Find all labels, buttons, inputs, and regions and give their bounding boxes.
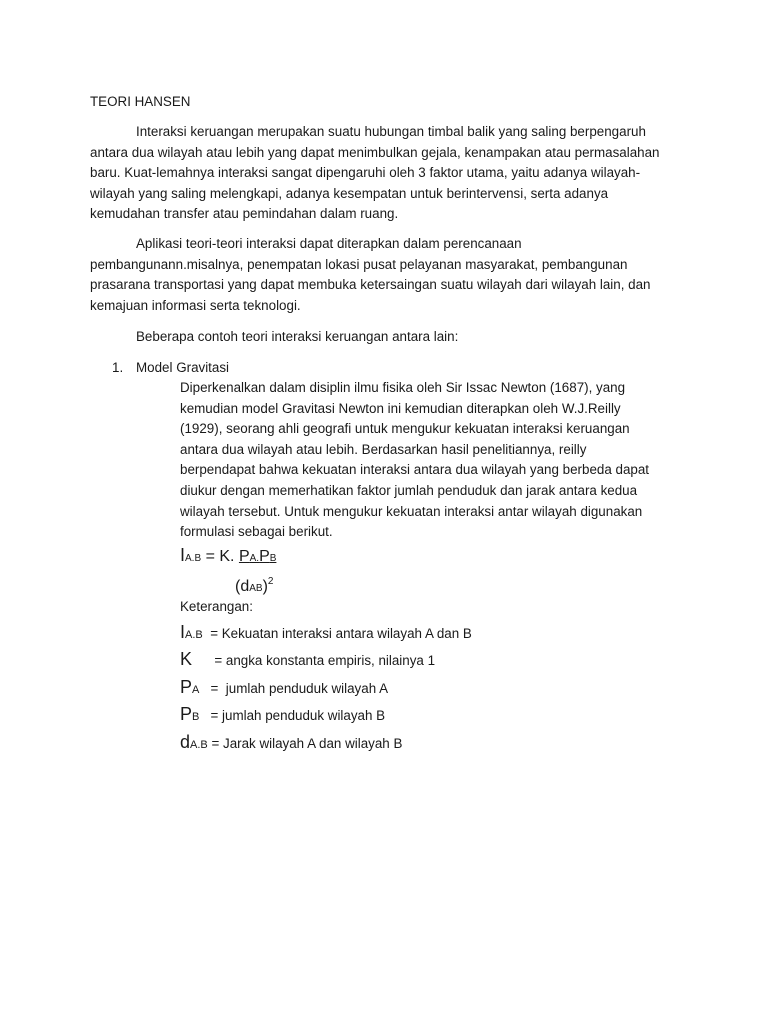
definition-symbol: [180, 649, 192, 669]
formula-pa-sub: A.: [249, 553, 260, 564]
definition-symbol: [180, 732, 208, 752]
list-number: 1.: [112, 360, 124, 375]
definition-text: = jumlah penduduk wilayah B: [199, 708, 386, 723]
document-title: TEORI HANSEN: [90, 94, 191, 109]
definition-symbol: [180, 704, 199, 724]
symbol-letter: P: [180, 677, 193, 697]
paragraph-line: wilayah yang saling melengkapi, adanya kesempatan untuk berintervensi, serta adanya: [90, 185, 609, 201]
paragraph-3: [90, 327, 690, 348]
list-item-body: [180, 378, 649, 543]
formula-equals-k: = K.: [201, 548, 239, 565]
paragraph-line: pembangunann.misalnya, penempatan lokasi pusat pelayanan masyarakat, pembangunan: [90, 256, 628, 272]
body-line: berpendapat bahwa kekuatan interaksi antara dua wilayah yang berbeda dapat: [180, 462, 650, 478]
list-item-title: Model Gravitasi: [136, 360, 230, 375]
keterangan-label: Keterangan:: [180, 599, 253, 614]
body-line: diukur dengan memerhatikan faktor jumlah penduduk dan jarak antara kedua: [180, 482, 638, 498]
paragraph-2: [90, 234, 690, 316]
definition-row: [180, 704, 385, 727]
formula-den-sub: AB: [249, 583, 263, 594]
paragraph-line: prasarana transportasi yang dapat membuka ketersaingan suatu wilayah dari wilayah lain, dan: [90, 277, 651, 293]
formula-pb: P: [259, 548, 270, 565]
definition-text: = Kekuatan interaksi antara wilayah A dan B: [202, 626, 472, 641]
paragraph-line: baru. Kuat-lemahnya interaksi sangat dipengaruhi oleh 3 faktor utama, yaitu adanya wilayah-: [90, 165, 641, 181]
definition-row: [180, 622, 472, 645]
paragraph-line: kemudahan transfer atau pemindahan dalam ruang.: [90, 206, 399, 222]
formula-pa: P: [238, 548, 250, 565]
definition-row: [180, 649, 435, 672]
formula-fraction-top: [239, 548, 276, 565]
symbol-sub: B: [192, 711, 200, 723]
definition-row: [180, 732, 402, 755]
body-line: kemudian model Gravitasi Newton ini kemudian diterapkan oleh W.J.Reilly: [180, 400, 621, 416]
definition-row: [180, 677, 388, 700]
symbol-letter: P: [180, 704, 193, 724]
formula-lhs-symbol: I: [180, 545, 186, 565]
paragraph-line: kemajuan informasi serta teknologi.: [90, 297, 301, 313]
definition-text: = angka konstanta empiris, nilainya 1: [192, 653, 436, 668]
paragraph-1: [90, 122, 690, 225]
body-line: (1929), seorang ahli geografi untuk mengukur kekuatan interaksi keruangan: [180, 421, 630, 437]
body-line: antara dua wilayah atau lebih. Berdasarkan hasil penelitiannya, reilly: [180, 441, 587, 457]
formula-den-close: ): [262, 578, 268, 595]
formula-lhs-sub: A.B: [185, 553, 202, 564]
formula-denominator: [235, 572, 273, 599]
symbol-sub: A.B: [185, 629, 203, 641]
formula-den-sup: 2: [267, 576, 274, 587]
symbol-letter: d: [180, 732, 191, 752]
body-line: formulasi sebagai berikut.: [180, 524, 333, 540]
body-line: Diperkenalkan dalam disiplin ilmu fisika oleh Sir Issac Newton (1687), yang: [180, 380, 626, 395]
symbol-sub: A.B: [190, 739, 208, 751]
definition-symbol: [180, 622, 203, 642]
formula-den-open: (d: [235, 578, 250, 595]
definition-text: = Jarak wilayah A dan wilayah B: [207, 736, 403, 751]
paragraph-line: Beberapa contoh teori interaksi keruangan antara lain:: [136, 329, 459, 344]
definition-text: = jumlah penduduk wilayah A: [199, 681, 389, 696]
formula-numerator: [180, 545, 276, 569]
formula-pb-sub: B: [269, 553, 277, 564]
paragraph-line: antara dua wilayah atau lebih yang dapat menimbulkan gejala, kenampakan atau permasalahan: [90, 144, 660, 160]
paragraph-line: Aplikasi teori-teori interaksi dapat diterapkan dalam perencanaan: [136, 236, 522, 251]
paragraph-line: Interaksi keruangan merupakan suatu hubungan timbal balik yang saling berpengaruh: [136, 124, 646, 139]
body-line: wilayah tersebut. Untuk mengukur kekuatan interaksi antar wilayah digunakan: [180, 503, 643, 519]
symbol-letter: I: [180, 622, 186, 642]
symbol-letter: K: [180, 649, 193, 669]
definition-symbol: [180, 677, 199, 697]
symbol-sub: A: [192, 684, 200, 696]
